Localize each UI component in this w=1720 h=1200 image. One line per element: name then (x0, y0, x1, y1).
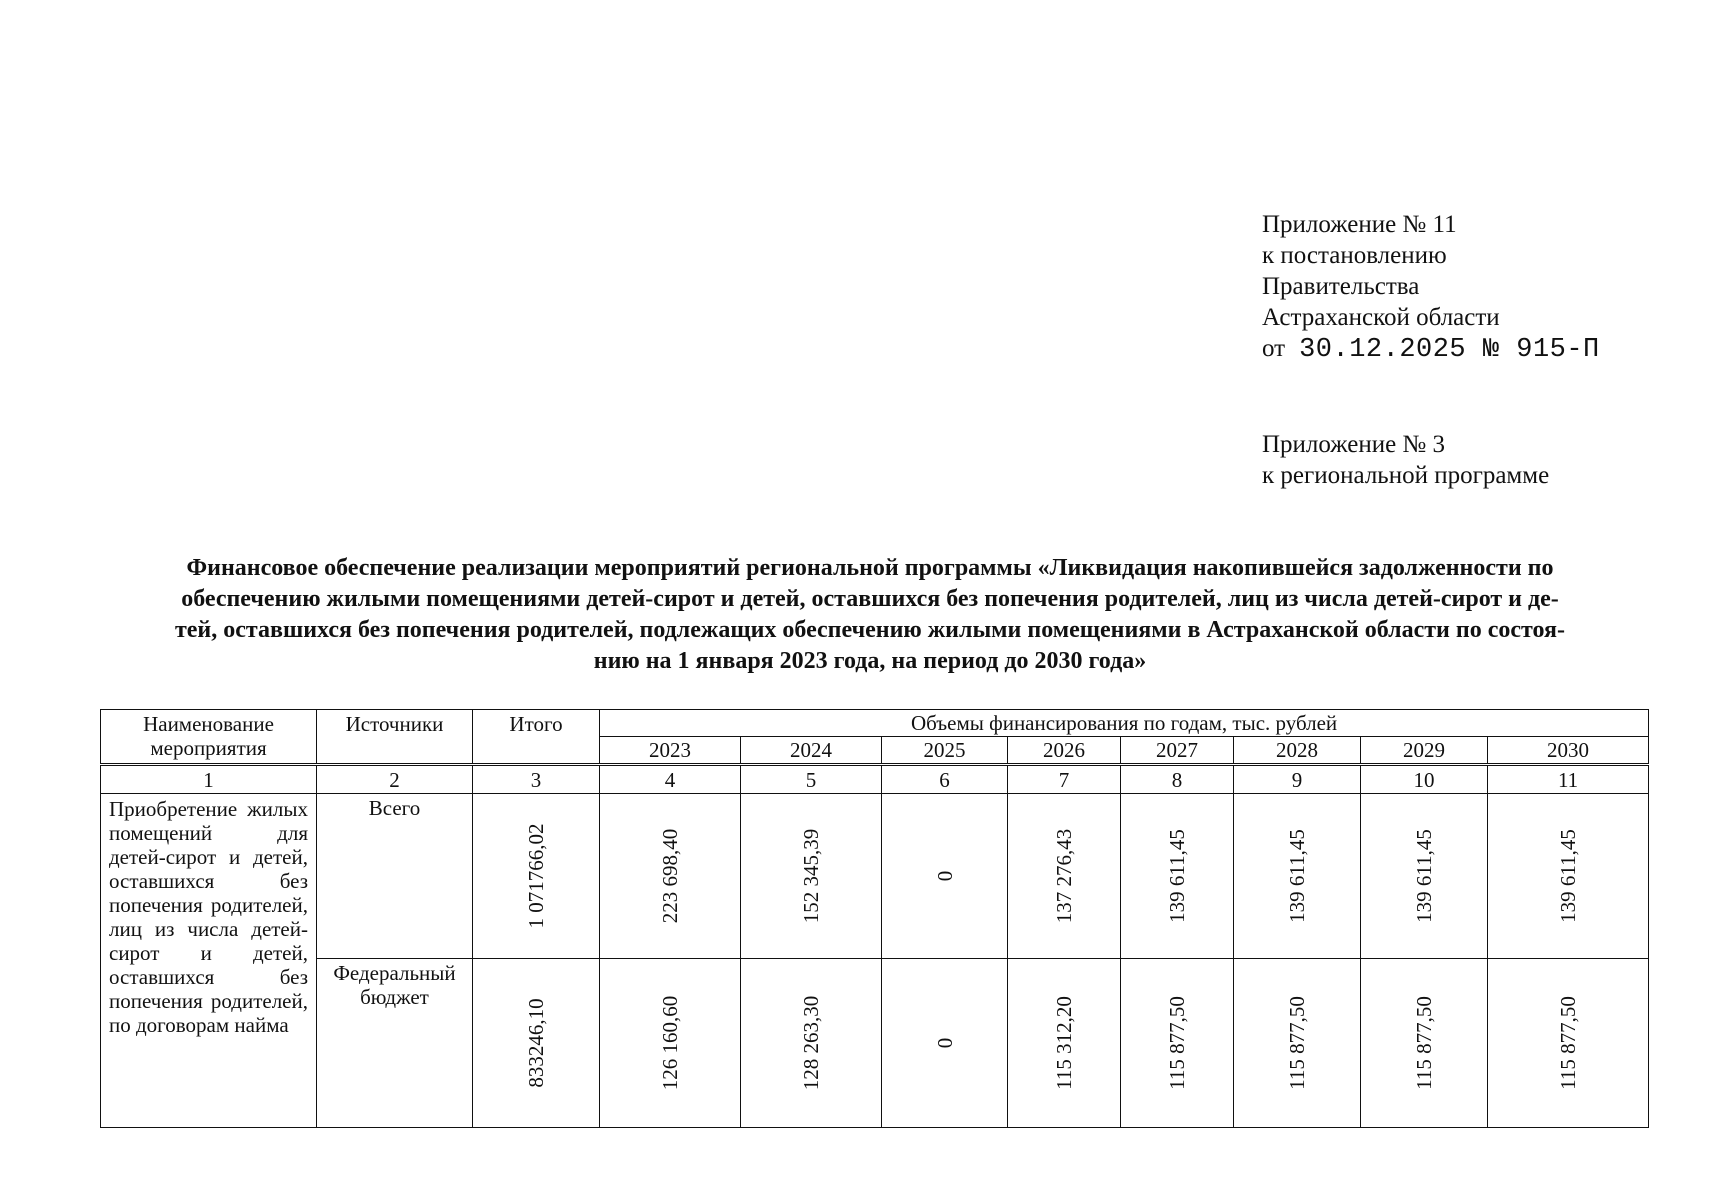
year-cell (1361, 794, 1488, 959)
year-value: 128 263,30 (799, 995, 823, 1091)
year-value: 115 877,50 (1165, 996, 1189, 1090)
total-cell (473, 959, 600, 1128)
header-sources: Источники (317, 710, 473, 765)
year-value: 139 611,45 (1556, 829, 1581, 923)
year-cell (600, 959, 741, 1128)
table-row (101, 959, 1649, 1128)
year-cell (1488, 794, 1649, 959)
column-number: 1 (101, 765, 317, 794)
column-number: 5 (741, 765, 882, 794)
annex-number: Приложение № 11 (1262, 211, 1457, 238)
year-cell (1234, 959, 1361, 1128)
header-year: 2030 (1488, 737, 1649, 765)
annex-to-resolution: к постановлению (1262, 242, 1447, 269)
year-cell (741, 959, 882, 1128)
title-line: обеспечению жилыми помещениями детей-сирот и детей, оставшихся без попечения родителей, лиц из числа детей-сирот и де- (181, 586, 1559, 612)
year-value: 139 611,45 (1285, 829, 1309, 923)
column-number: 10 (1361, 765, 1488, 794)
header-year: 2025 (882, 737, 1008, 765)
year-cell (1121, 959, 1234, 1128)
total-value: 1 071766,02 (524, 823, 548, 929)
year-cell (600, 794, 741, 959)
year-value: 115 877,50 (1412, 996, 1436, 1090)
year-cell (1234, 794, 1361, 959)
annex-region: Астраханской области (1262, 304, 1500, 331)
column-number: 6 (882, 765, 1008, 794)
column-number: 3 (473, 765, 600, 794)
resolution-annex-block (1262, 209, 1600, 366)
header-total: Итого (473, 710, 600, 765)
header-year: 2026 (1008, 737, 1121, 765)
column-number: 11 (1488, 765, 1649, 794)
header-row (101, 710, 1649, 737)
header-year: 2028 (1234, 737, 1361, 765)
year-value: 0 (932, 1037, 957, 1049)
year-value: 139 611,45 (1412, 829, 1436, 923)
header-year: 2023 (600, 737, 741, 765)
source-cell: Всего (317, 794, 473, 959)
program-annex-number: Приложение № 3 (1262, 431, 1446, 458)
year-cell (741, 794, 882, 959)
column-number: 7 (1008, 765, 1121, 794)
title-line: тей, оставшихся без попечения родителей, подлежащих обеспечению жилыми помещениями в Астраханской области по состоя- (174, 617, 1566, 643)
year-value: 139 611,45 (1165, 829, 1189, 923)
year-value: 223 698,40 (658, 828, 682, 924)
document-title (100, 553, 1640, 677)
annex-date-number-stamp: 30.12.2025 № 915-П (1299, 335, 1600, 365)
financing-table (100, 709, 1649, 1128)
annex-government: Правительства (1262, 273, 1420, 300)
column-number: 4 (600, 765, 741, 794)
title-line: Финансовое обеспечение реализации мероприятий региональной программы «Ликвидация накопившейся задолженности по (186, 555, 1554, 581)
year-value: 115 877,50 (1285, 996, 1309, 1090)
program-annex-ref: к региональной программе (1262, 462, 1550, 489)
activity-name-cell: Приобретение жилых помещений для детей-сирот и детей, оставшихся без попечения родителей, лиц из числа детей-сирот и детей, оставшихся без попечения родителей, по договорам найма (101, 794, 317, 1128)
total-cell (473, 794, 600, 959)
title-line: нию на 1 января 2023 года, на период до 2030 года» (593, 648, 1147, 674)
total-value: 833246,10 (524, 998, 548, 1088)
header-volumes: Объемы финансирования по годам, тыс. рублей (600, 710, 1649, 737)
annex-date-line (1262, 333, 1600, 366)
year-value: 115 877,50 (1556, 996, 1581, 1090)
year-cell (1008, 794, 1121, 959)
year-cell (882, 959, 1008, 1128)
year-cell (882, 794, 1008, 959)
column-number: 9 (1234, 765, 1361, 794)
year-cell (1361, 959, 1488, 1128)
column-number: 2 (317, 765, 473, 794)
column-numbers-row (101, 765, 1649, 794)
year-cell (1008, 959, 1121, 1128)
year-value: 0 (932, 870, 957, 882)
column-number: 8 (1121, 765, 1234, 794)
header-year: 2027 (1121, 737, 1234, 765)
header-activity: Наименование мероприятия (101, 710, 317, 765)
year-cell (1121, 794, 1234, 959)
header-year: 2024 (741, 737, 882, 765)
year-value: 137 276,43 (1052, 828, 1076, 924)
annex-date-prefix: от (1262, 335, 1286, 362)
source-cell: Федеральный бюджет (317, 959, 473, 1128)
table-row (101, 794, 1649, 959)
year-value: 115 312,20 (1052, 996, 1076, 1090)
program-annex-block (1262, 429, 1549, 491)
header-year: 2029 (1361, 737, 1488, 765)
year-value: 126 160,60 (658, 995, 682, 1091)
year-cell (1488, 959, 1649, 1128)
year-value: 152 345,39 (799, 828, 823, 924)
